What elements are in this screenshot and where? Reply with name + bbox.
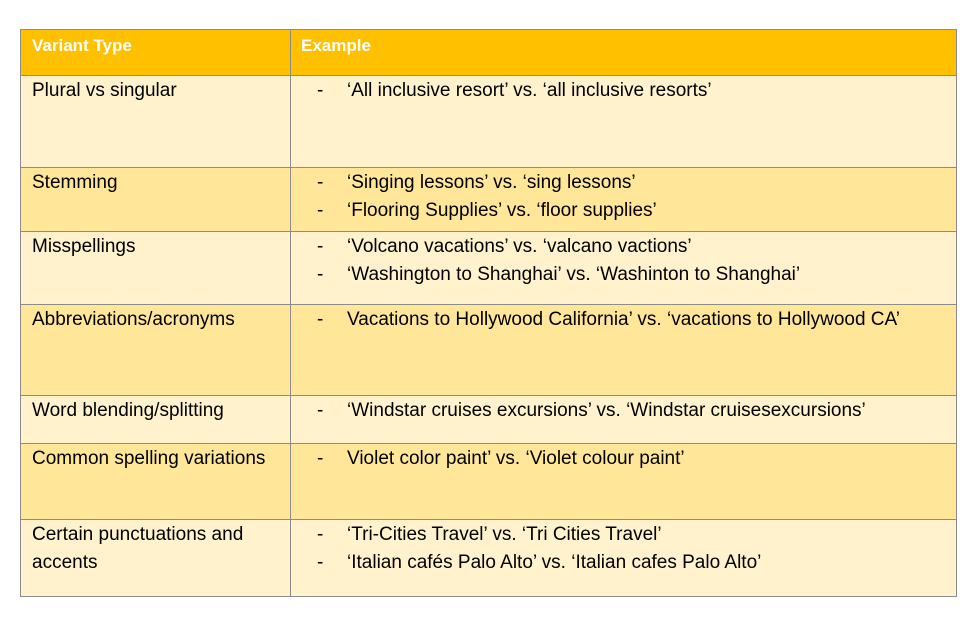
- example-item: [317, 169, 950, 197]
- variant-type-cell: Common spelling variations: [21, 444, 291, 520]
- header-variant-type: Variant Type: [21, 30, 291, 76]
- variant-type-cell: Stemming: [21, 168, 291, 232]
- example-item: [317, 521, 950, 549]
- table-row: [21, 396, 957, 444]
- example-text: ‘Washington to Shanghai’ vs. ‘Washinton to Shanghai’: [347, 264, 801, 285]
- example-text: ‘All inclusive resort’ vs. ‘all inclusive resorts’: [347, 80, 712, 101]
- example-text: ‘Volcano vacations’ vs. ‘valcano vactions’: [347, 236, 692, 257]
- bullet-dash: -: [317, 552, 324, 573]
- example-text: ‘Tri-Cities Travel’ vs. ‘Tri Cities Travel’: [347, 524, 662, 545]
- variant-type-cell: Word blending/splitting: [21, 396, 291, 444]
- example-item: [317, 397, 950, 425]
- bullet-dash: -: [317, 200, 324, 221]
- bullet-dash: -: [317, 448, 324, 469]
- example-cell: [291, 520, 957, 597]
- example-item: [317, 306, 950, 334]
- bullet-dash: -: [317, 172, 324, 193]
- example-text: Vacations to Hollywood California’ vs. ‘vacations to Hollywood CA’: [347, 309, 901, 330]
- example-cell: [291, 444, 957, 520]
- bullet-dash: -: [317, 80, 324, 101]
- example-item: [317, 445, 950, 473]
- example-cell: [291, 76, 957, 168]
- table-row: [21, 168, 957, 232]
- example-item: [317, 261, 950, 289]
- example-item: [317, 549, 950, 577]
- variant-type-cell: Misspellings: [21, 232, 291, 305]
- table-row: [21, 520, 957, 597]
- example-cell: [291, 168, 957, 232]
- table-row: [21, 76, 957, 168]
- bullet-dash: -: [317, 524, 324, 545]
- table-row: [21, 305, 957, 396]
- variant-type-cell: Abbreviations/acronyms: [21, 305, 291, 396]
- bullet-dash: -: [317, 264, 324, 285]
- example-text: ‘Singing lessons’ vs. ‘sing lessons’: [347, 172, 636, 193]
- variant-type-cell: Plural vs singular: [21, 76, 291, 168]
- bullet-dash: -: [317, 309, 324, 330]
- example-text: ‘Italian cafés Palo Alto’ vs. ‘Italian cafes Palo Alto’: [347, 552, 762, 573]
- example-cell: [291, 305, 957, 396]
- example-text: ‘Flooring Supplies’ vs. ‘floor supplies’: [347, 200, 657, 221]
- variant-types-table: [20, 29, 957, 597]
- example-cell: [291, 232, 957, 305]
- example-text: ‘Windstar cruises excursions’ vs. ‘Windstar cruisesexcursions’: [347, 400, 866, 421]
- example-item: [317, 233, 950, 261]
- example-item: [317, 197, 950, 225]
- variant-type-cell: Certain punctuations and accents: [21, 520, 291, 597]
- example-cell: [291, 396, 957, 444]
- example-item: [317, 77, 950, 105]
- header-example: Example: [291, 30, 957, 76]
- table-header-row: [21, 30, 957, 76]
- example-text: Violet color paint’ vs. ‘Violet colour paint’: [347, 448, 685, 469]
- bullet-dash: -: [317, 400, 324, 421]
- table-row: [21, 444, 957, 520]
- bullet-dash: -: [317, 236, 324, 257]
- table-row: [21, 232, 957, 305]
